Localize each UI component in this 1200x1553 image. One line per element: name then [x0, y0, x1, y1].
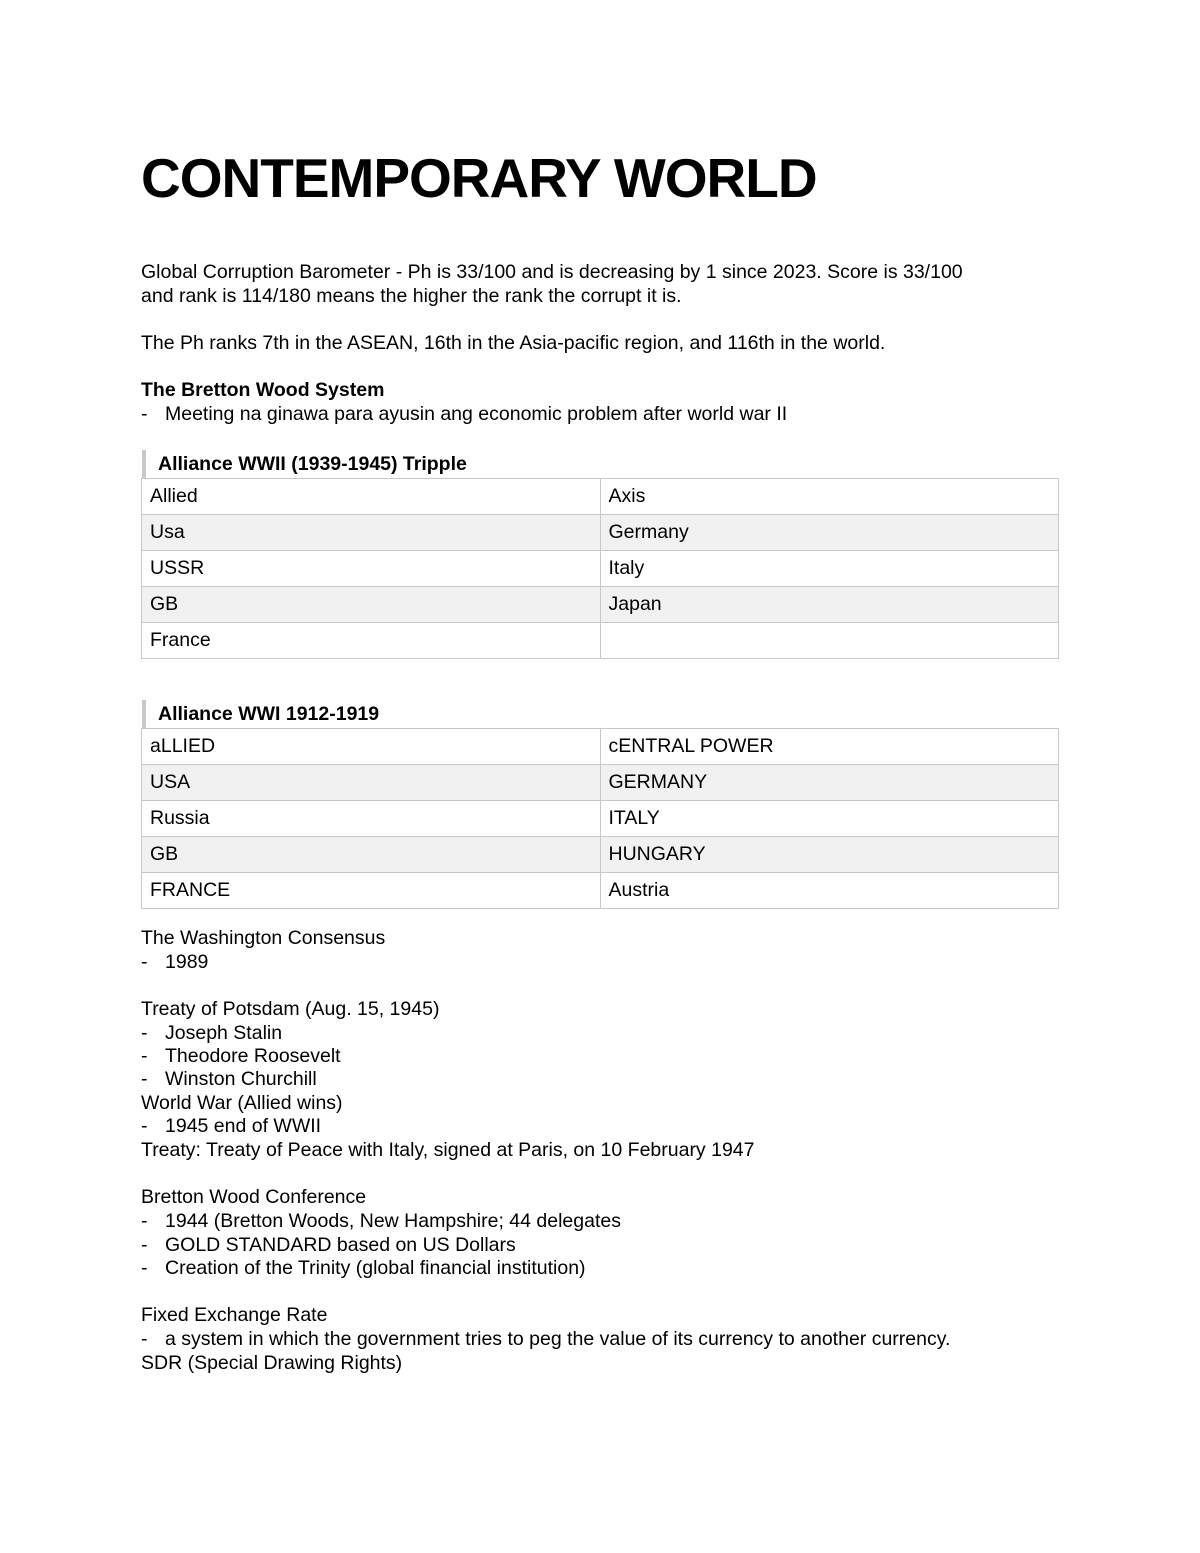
table-row [142, 801, 1059, 837]
bullet-dash: - [141, 1045, 148, 1067]
world-war-heading: World War (Allied wins) [141, 1092, 343, 1114]
ww2-alliance-caption: Alliance WWII (1939-1945) Tripple [142, 450, 1058, 478]
corruption-line-2: and rank is 114/180 means the higher the rank the corrupt it is. [141, 285, 682, 307]
bullet-text: a system in which the government tries to peg the value of its currency to another currency. [165, 1328, 951, 1350]
ww2-alliance-table [141, 478, 1059, 659]
bullet-dash: - [141, 1115, 148, 1137]
bullet-text: Winston Churchill [165, 1068, 317, 1090]
table-cell: Italy [600, 551, 1059, 587]
potsdam-bullet [141, 1044, 341, 1068]
washington-bullet [141, 950, 208, 974]
table-cell: HUNGARY [600, 837, 1059, 873]
bullet-dash: - [141, 951, 148, 973]
page-title: CONTEMPORARY WORLD [141, 147, 817, 209]
potsdam-bullet [141, 1021, 282, 1045]
bullet-dash: - [141, 1068, 148, 1090]
sdr-line: SDR (Special Drawing Rights) [141, 1352, 403, 1374]
bretton-system-heading: The Bretton Wood System [141, 379, 385, 401]
table-row [142, 873, 1059, 909]
table-cell: Germany [600, 515, 1059, 551]
table-row [142, 765, 1059, 801]
table-cell: Axis [600, 479, 1059, 515]
bretton-conference-bullet [141, 1209, 621, 1233]
bullet-text: Creation of the Trinity (global financial institution) [165, 1257, 586, 1279]
table-cell [600, 623, 1059, 659]
bullet-dash: - [141, 1257, 148, 1279]
ww1-alliance-table [141, 728, 1059, 909]
table-cell: Russia [142, 801, 601, 837]
potsdam-heading: Treaty of Potsdam (Aug. 15, 1945) [141, 998, 440, 1020]
table-cell: ITALY [600, 801, 1059, 837]
bullet-text: 1989 [165, 951, 209, 973]
potsdam-bullet [141, 1067, 317, 1091]
table-row [142, 623, 1059, 659]
table-row [142, 551, 1059, 587]
table-cell: USA [142, 765, 601, 801]
table-cell: France [142, 623, 601, 659]
bullet-text: Theodore Roosevelt [165, 1045, 341, 1067]
table-cell: USSR [142, 551, 601, 587]
washington-heading: The Washington Consensus [141, 927, 386, 949]
bullet-text: GOLD STANDARD based on US Dollars [165, 1234, 516, 1256]
table-row [142, 837, 1059, 873]
bretton-system-bullet [141, 402, 787, 426]
ranking-line: The Ph ranks 7th in the ASEAN, 16th in the Asia-pacific region, and 116th in the world. [141, 332, 886, 354]
table-row [142, 515, 1059, 551]
bullet-text: Joseph Stalin [165, 1022, 283, 1044]
table-row [142, 587, 1059, 623]
table-cell: Austria [600, 873, 1059, 909]
table-cell: GERMANY [600, 765, 1059, 801]
world-war-bullet [141, 1114, 321, 1138]
table-row [142, 729, 1059, 765]
bullet-text: 1944 (Bretton Woods, New Hampshire; 44 delegates [165, 1210, 621, 1232]
treaty-line: Treaty: Treaty of Peace with Italy, signed at Paris, on 10 February 1947 [141, 1139, 755, 1161]
table-cell: aLLIED [142, 729, 601, 765]
bullet-dash: - [141, 1022, 148, 1044]
table-cell: GB [142, 837, 601, 873]
table-cell: cENTRAL POWER [600, 729, 1059, 765]
table-cell: Allied [142, 479, 601, 515]
bullet-dash: - [141, 1328, 148, 1350]
fixed-exchange-heading: Fixed Exchange Rate [141, 1304, 328, 1326]
bullet-dash: - [141, 403, 148, 425]
corruption-line-1: Global Corruption Barometer - Ph is 33/100 and is decreasing by 1 since 2023. Score is 33/100 [141, 261, 963, 283]
table-cell: Japan [600, 587, 1059, 623]
bretton-conference-heading: Bretton Wood Conference [141, 1186, 367, 1208]
table-cell: FRANCE [142, 873, 601, 909]
bullet-text: Meeting na ginawa para ayusin ang economic problem after world war II [165, 403, 788, 425]
table-row [142, 479, 1059, 515]
ww1-alliance-caption: Alliance WWI 1912-1919 [142, 700, 1058, 728]
table-cell: Usa [142, 515, 601, 551]
table-cell: GB [142, 587, 601, 623]
bullet-dash: - [141, 1210, 148, 1232]
bretton-conference-bullet [141, 1256, 586, 1280]
bullet-text: 1945 end of WWII [165, 1115, 322, 1137]
fixed-exchange-bullet [141, 1327, 950, 1351]
bullet-dash: - [141, 1234, 148, 1256]
bretton-conference-bullet [141, 1233, 516, 1257]
